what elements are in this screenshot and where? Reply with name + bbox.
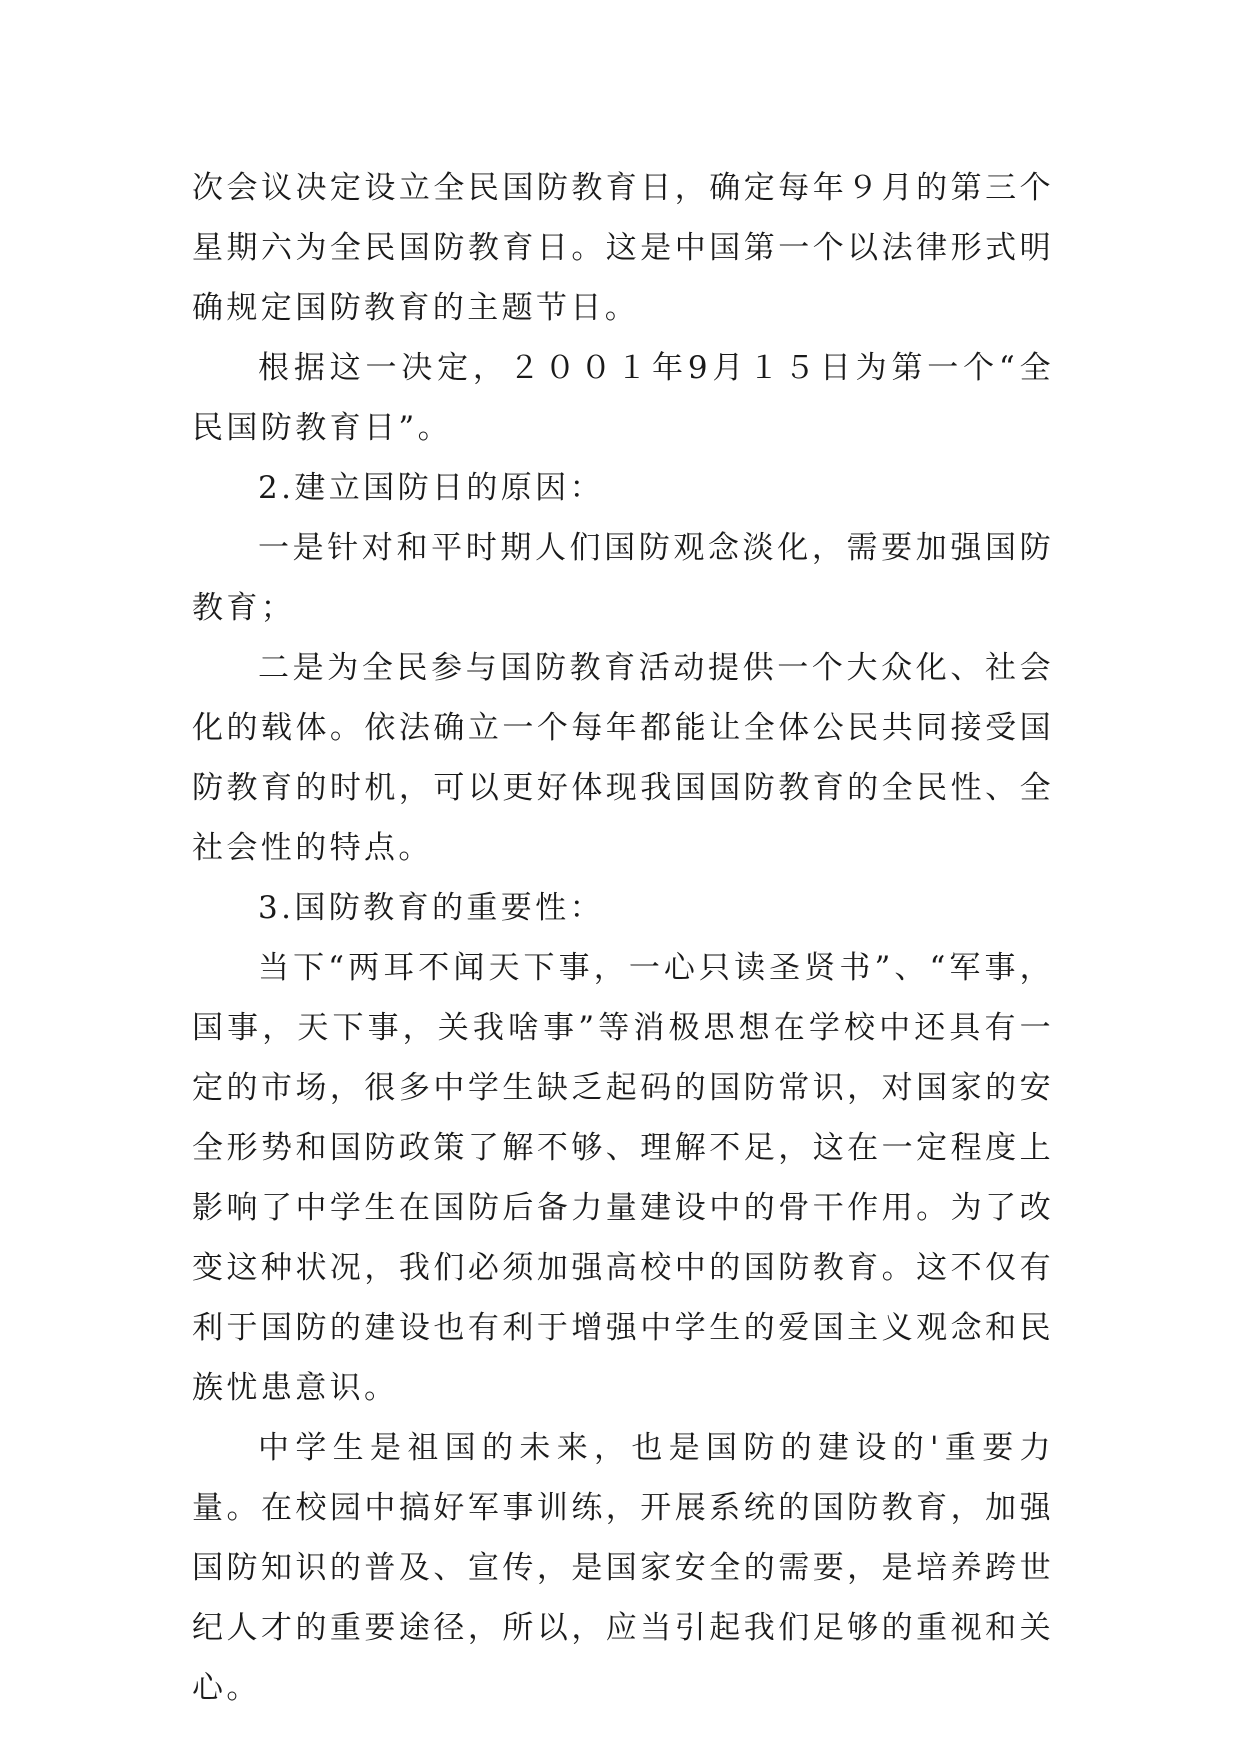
paragraph-conclusion: 中学生是祖国的未来，也是国防的建设的'重要力量。在校园中搞好军事训练，开展系统的国防教育，加强国防知识的普及、宣传，是国家安全的需要，是培养跨世纪人才的重要途径，所以，应当引起我们足够的重视和关心。 <box>192 1430 1054 1706</box>
paragraph-reason-two: 二是为全民参与国防教育活动提供一个大众化、社会化的载体。依法确立一个每年都能让全体公民共同接受国防教育的时机，可以更好体现我国国防教育的全民性、全社会性的特点。 <box>192 650 1054 866</box>
document-body <box>192 158 1054 1718</box>
paragraph-first-day: 根据这一决定，２００１年9月１５日为第一个“全民国防教育日”。 <box>192 350 1054 446</box>
heading-reasons: 2.建立国防日的原因： <box>258 470 604 506</box>
paragraph-holiday-decision: 次会议决定设立全民国防教育日，确定每年９月的第三个星期六为全民国防教育日。这是中国第一个以法律形式明确规定国防教育的主题节日。 <box>192 170 1054 326</box>
paragraph-importance: 当下“两耳不闻天下事，一心只读圣贤书”、“军事，国事，天下事，关我啥事”等消极思想在学校中还具有一定的市场，很多中学生缺乏起码的国防常识，对国家的安全形势和国防政策了解不够、理解不足，这在一定程度上影响了中学生在国防后备力量建设中的骨干作用。为了改变这种状况，我们必须加强高校中的国防教育。这不仅有利于国防的建设也有利于增强中学生的爱国主义观念和民族忧患意识。 <box>192 950 1054 1406</box>
paragraph-reason-one: 一是针对和平时期人们国防观念淡化，需要加强国防教育； <box>192 530 1054 626</box>
heading-importance: 3.国防教育的重要性： <box>258 890 604 926</box>
